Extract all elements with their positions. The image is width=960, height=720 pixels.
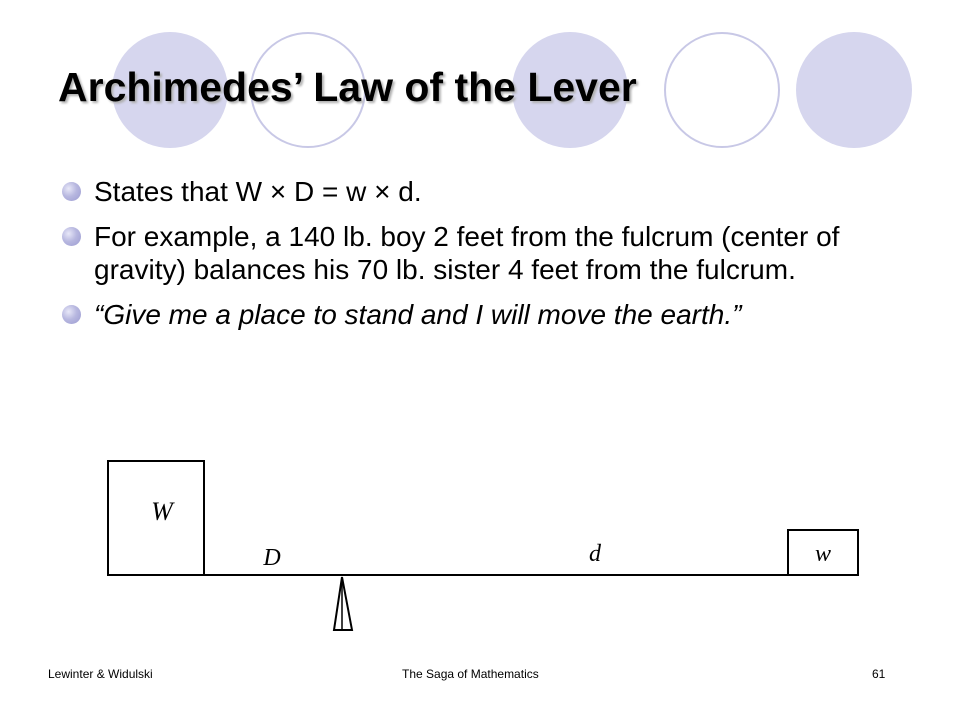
- lever-diagram: [100, 455, 870, 635]
- slide-title: Archimedes’ Law of the Lever: [58, 64, 637, 110]
- light-weight-label: w: [814, 541, 832, 567]
- bullet-dot-icon: [62, 227, 81, 246]
- bullet-text: For example, a 140 lb. boy 2 feet from the fulcrum (center of gravity) balances his 70 lb. sister 4 feet from the fulcrum.: [94, 221, 840, 285]
- short-arm-label: D: [263, 545, 281, 571]
- bullet-dot-icon: [62, 305, 81, 324]
- long-arm-label: d: [589, 541, 601, 567]
- heavy-weight-label: W: [151, 497, 173, 526]
- bullet-list: [62, 175, 892, 343]
- bullet-quote-text: “Give me a place to stand and I will move the earth.”: [94, 299, 742, 330]
- bullet-item: [62, 175, 892, 208]
- footer-page-number: 61: [872, 667, 886, 681]
- footer-center: The Saga of Mathematics: [402, 667, 539, 681]
- bullet-item: [62, 220, 892, 286]
- bullet-text: States that W × D = w × d.: [94, 176, 422, 207]
- decor-ring-2: [664, 32, 780, 148]
- bullet-item: [62, 298, 892, 331]
- bullet-dot-icon: [62, 182, 81, 201]
- fulcrum-triangle: [334, 577, 352, 630]
- decor-circle-3: [796, 32, 912, 148]
- footer-left: Lewinter & Widulski: [48, 667, 153, 681]
